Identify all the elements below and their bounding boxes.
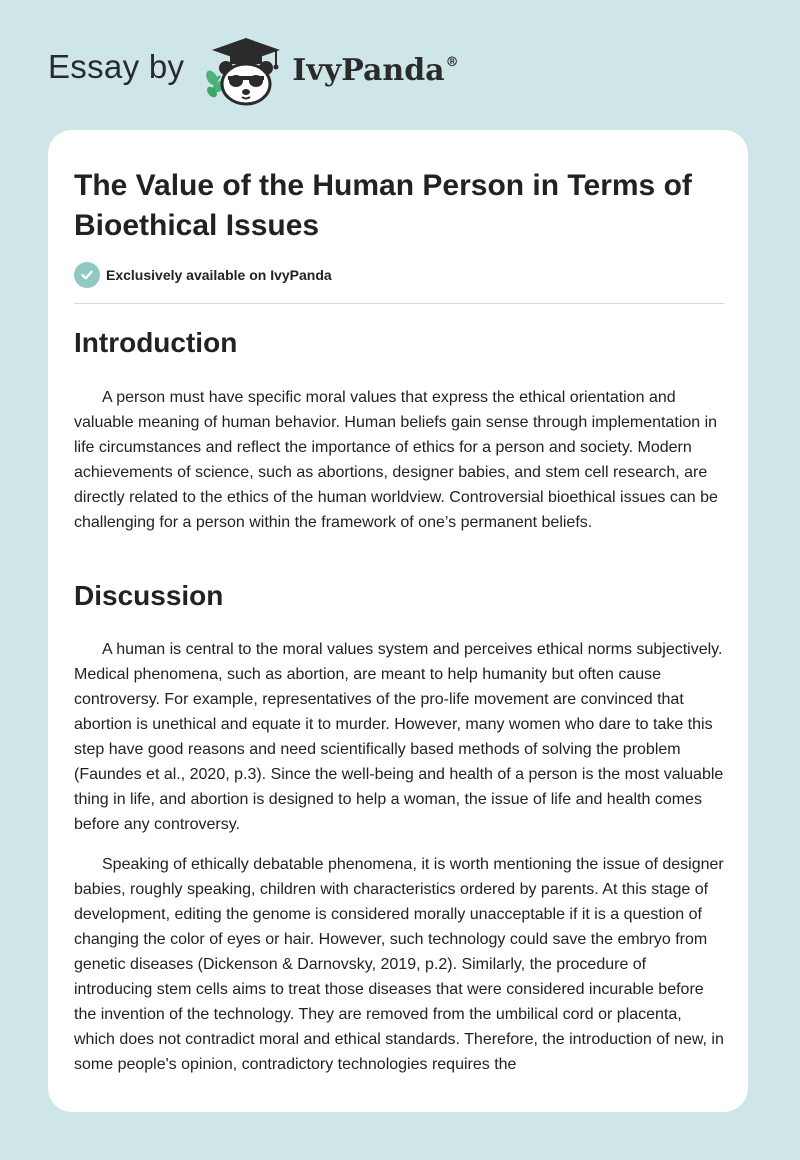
paragraph: A human is central to the moral values system and perceives ethical norms subjectively. Medical phenomena, such as abortion, are meant to help humanity but often cause controversy. For example, representatives of the pro-life movement are convinced that abortion is unethical and equate it to murder. However, many women who dare to take this step have good reasons and need scientifically based methods of solving the problem (Faundes et al., 2020, p.3). Since the well-being and health of a person is the most valuable thing in life, and abortion is designed to help a woman, the issue of life and health comes before any controversy. bbox=[74, 641, 724, 833]
checkmark-icon bbox=[74, 262, 100, 288]
registered-mark: ® bbox=[445, 54, 459, 70]
article-card bbox=[48, 130, 748, 1112]
section-heading-introduction: Introduction bbox=[74, 327, 238, 358]
section-heading-discussion: Discussion bbox=[74, 580, 224, 611]
paragraph: Speaking of ethically debatable phenomena, it is worth mentioning the issue of designer babies, roughly speaking, children with characteristics ordered by parents. At this stage of development, editing the genome is considered morally unacceptable if it is a question of changing the color of eyes or hair. However, such technology could save the embryo from genetic diseases (Dickenson & Darnovsky, 2019, p.2). Similarly, the procedure of introducing stem cells aims to treat those diseases that were considered incurable before the invention of the technology. They are removed from the umbilical cord or placenta, which does not contradict moral and ethical standards. Therefore, the introduction of new, in some people's opinion, contradictory technologies requires the bbox=[74, 856, 724, 1073]
site-header bbox=[48, 34, 459, 108]
exclusive-badge bbox=[74, 262, 332, 288]
paragraph: A person must have specific moral values that express the ethical orientation and valuable meaning of human behavior. Human beliefs gain sense through implementation in life circumstances and reflect the importance of ethics for a person and society. Modern achievements of science, such as abortions, designer babies, and stem cell research, are directly related to the ethics of the human worldview. Controversial bioethical issues can be challenging for a person within the framework of one’s permanent beliefs. bbox=[74, 389, 718, 531]
article-title: The Value of the Human Person in Terms of Bioethical Issues bbox=[74, 169, 692, 242]
ivypanda-logo-icon[interactable] bbox=[200, 34, 286, 108]
brand-name[interactable]: IvyPanda® bbox=[292, 52, 459, 88]
essay-by-label: Essay by bbox=[48, 48, 185, 85]
divider bbox=[74, 303, 724, 304]
exclusive-label: Exclusively available on IvyPanda bbox=[106, 267, 332, 283]
